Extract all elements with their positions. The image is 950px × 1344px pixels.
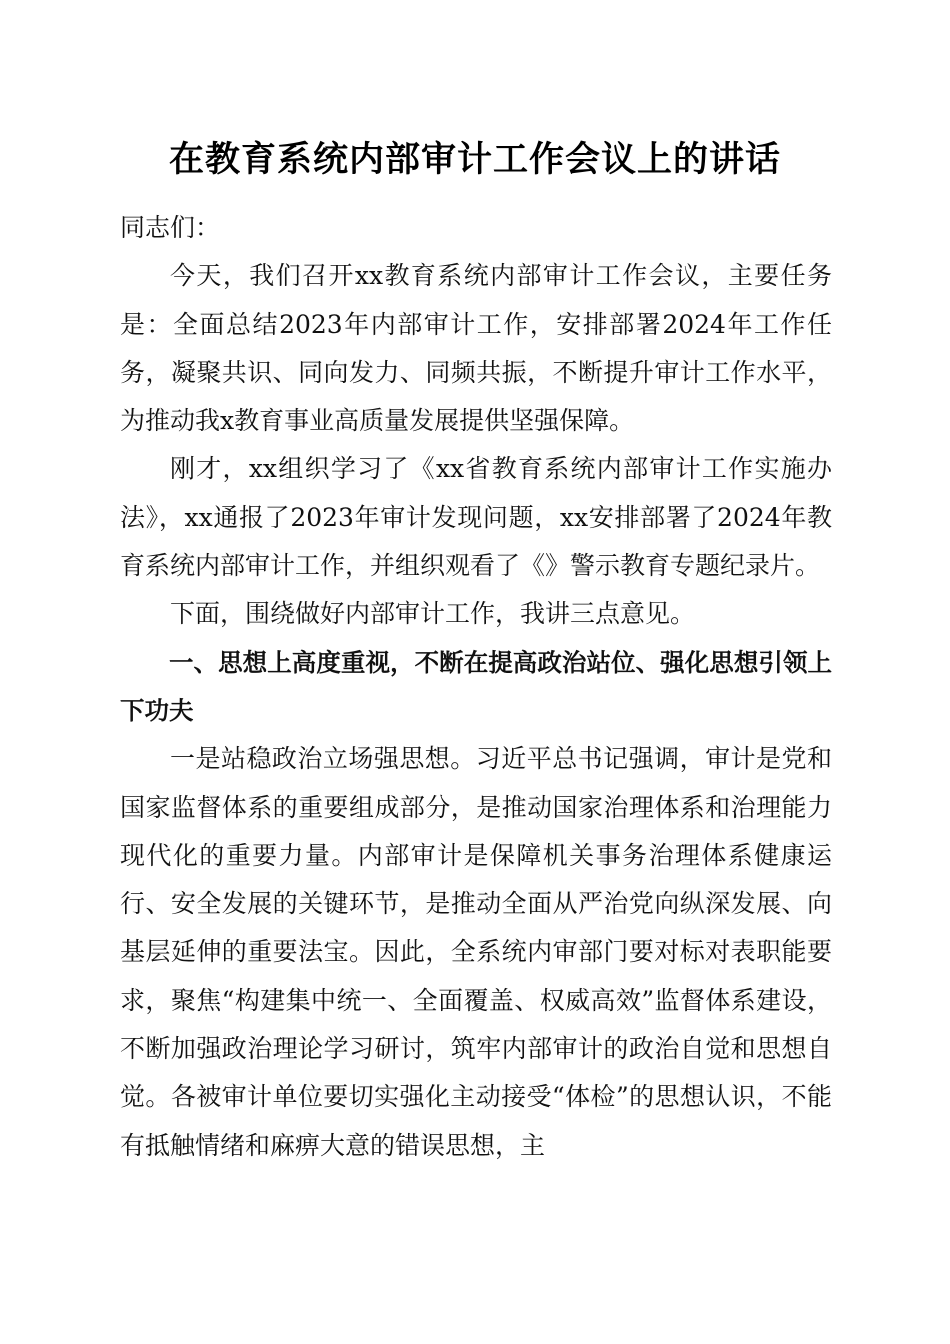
document-body (120, 204, 832, 1170)
paragraph-intro: 今天，我们召开xx教育系统内部审计工作会议，主要任务是：全面总结2023年内部审计工作，安排部署2024年工作任务，凝聚共识、同向发力、同频共振，不断提升审计工作水平，为推动我x教育事业高质量发展提供坚强保障。 (120, 261, 832, 436)
paragraph-outline: 下面，围绕做好内部审计工作，我讲三点意见。 (170, 599, 696, 629)
salutation: 同志们： (120, 213, 221, 242)
paragraph-review: 刚才，xx组织学习了《xx省教育系统内部审计工作实施办法》，xx通报了2023年审计发现问题，xx安排部署了2024年教育系统内部审计工作，并组织观看了《》警示教育专题纪录片。 (120, 454, 832, 581)
section-heading: 一、思想上高度重视，不断在提高政治站位、强化思想引领上下功夫 (120, 647, 832, 725)
document-title: 在教育系统内部审计工作会议上的讲话 (168, 139, 781, 180)
section-paragraph: 一是站稳政治立场强思想。习近平总书记强调，审计是党和国家监督体系的重要组成部分，是推动国家治理体系和治理能力现代化的重要力量。内部审计是保障机关事务治理体系健康运行、安全发展的关键环节，是推动全面从严治党向纵深发展、向基层延伸的重要法宝。因此，全系统内审部门要对标对表职能要求，聚焦“构建集中统一、全面覆盖、权威高效”监督体系建设，不断加强政治理论学习研讨，筑牢内部审计的政治自觉和思想自觉。各被审计单位要切实强化主动接受“体检”的思想认识，不能有抵触情绪和麻痹大意的错误思想，主 (120, 744, 832, 1160)
